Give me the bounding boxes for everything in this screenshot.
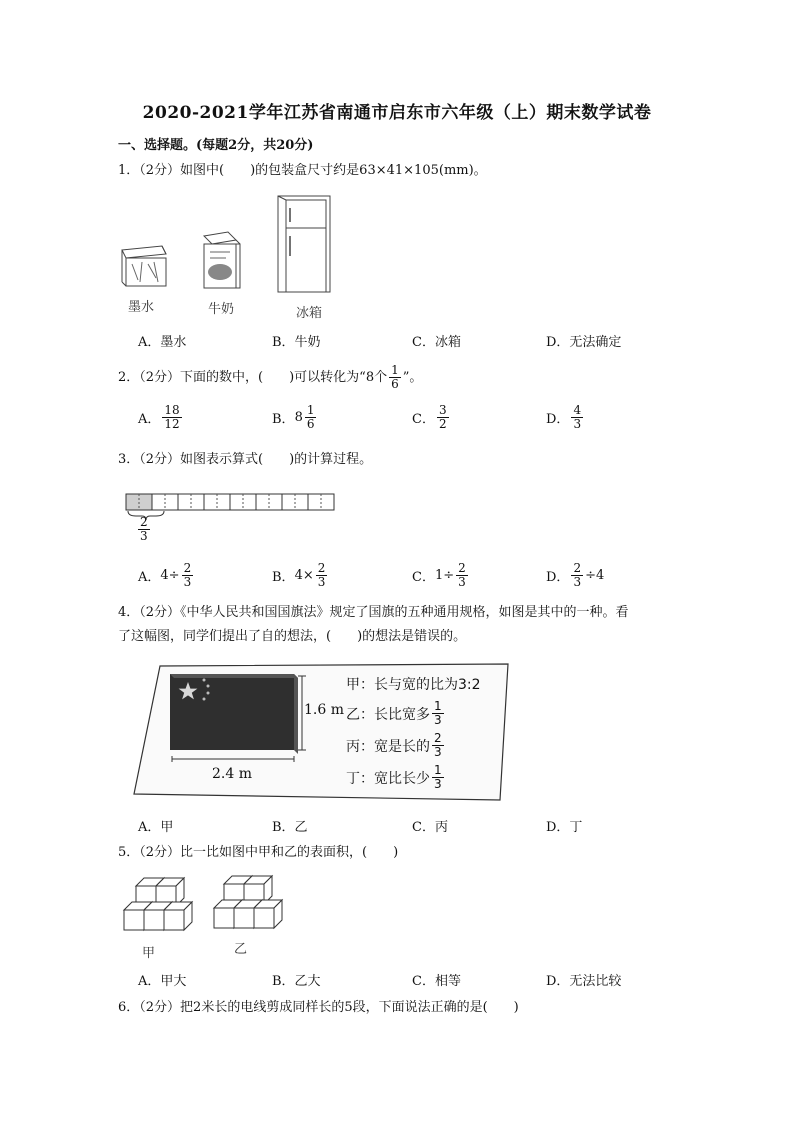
q2-b-den: 6 (306, 417, 315, 431)
q4-statement-1-text: 甲：长与宽的比为3:2 (346, 677, 481, 693)
q2-stem-pre: 2．（2分）下面的数中，( )可以转化为“8个 (118, 369, 388, 385)
q4-stem-line2: 了这幅图，同学们提出了自的想法，( )的想法是错误的。 (118, 629, 467, 644)
q1-option-a[interactable]: A．墨水 (138, 335, 187, 350)
q2-option-b-frac (305, 404, 317, 431)
q2-a-den: 12 (164, 417, 180, 431)
page-title: 2020-2021学年江苏省南通市启东市六年级（上）期末数学试卷 (142, 103, 652, 123)
q4-statement-4-text: 丁：宽比长少 (346, 770, 430, 787)
q3-bar-fraction (136, 516, 152, 543)
q2-option-c-label: C． (412, 412, 435, 427)
q2-option-b-label: B． (272, 412, 295, 427)
q3-c-label: C． (412, 570, 435, 585)
q2-d-den: 3 (573, 417, 582, 431)
q4-width-label: 2.4 m (212, 766, 252, 782)
fridge-illustration (278, 196, 330, 292)
q3-bar-num: 2 (140, 515, 148, 529)
q4-s3-den: 3 (434, 745, 442, 759)
q3-d-num: 2 (573, 561, 582, 575)
q2-option-c[interactable] (412, 404, 451, 431)
q3-d-label: D． (546, 570, 570, 585)
q3-a-num: 2 (183, 561, 192, 575)
q2-stem (118, 364, 422, 391)
q4-option-b[interactable]: B．乙 (272, 820, 308, 835)
q2-option-b-whole: 8 (294, 410, 303, 425)
q2-option-d-frac (571, 404, 583, 431)
q2-stem-fraction (389, 364, 401, 391)
q2-option-d-label: D． (546, 412, 570, 427)
q5-option-d[interactable]: D．无法比较 (546, 974, 622, 989)
q2-stem-post: ”。 (402, 369, 423, 385)
q5-option-c[interactable]: C．相等 (412, 974, 461, 989)
q2-stem-num: 1 (391, 363, 399, 377)
q3-a-label: A． (138, 570, 161, 585)
q3-option-d[interactable] (546, 562, 604, 589)
q3-d-den: 3 (573, 575, 582, 589)
q6-stem: 6．（2分）把2米长的电线剪成同样长的5段，下面说法正确的是( ) (118, 1000, 519, 1015)
q5-stem: 5．（2分）比一比如图中甲和乙的表面积，( ) (118, 845, 399, 860)
q4-statement-2 (346, 700, 446, 727)
q1-caption-fridge: 冰箱 (296, 306, 323, 321)
q3-option-b[interactable] (272, 562, 329, 589)
q3-a-den: 3 (183, 575, 192, 589)
shape-jia (124, 878, 192, 930)
q5-cube-figure (120, 872, 290, 944)
q3-c-pre: 1÷ (434, 568, 455, 583)
q2-stem-den: 6 (391, 377, 399, 391)
q4-s4-num: 1 (434, 763, 442, 777)
q5-option-b[interactable]: B．乙大 (272, 974, 321, 989)
q4-s4-den: 3 (434, 777, 442, 791)
q4-s2-num: 1 (434, 699, 442, 713)
q1-caption-milk: 牛奶 (208, 302, 235, 317)
q4-stem-line1: 4．（2分）《中华人民共和国国旗法》规定了国旗的五种通用规格，如图是其中的一种。看 (118, 605, 629, 620)
q1-stem: 1．（2分）如图中( )的包装盒尺寸约是63×41×105(mm)。 (118, 163, 487, 178)
q3-option-c[interactable] (412, 562, 470, 589)
q4-option-d[interactable]: D．丁 (546, 820, 583, 835)
q3-b-den: 3 (317, 575, 326, 589)
q2-option-d[interactable] (546, 404, 585, 431)
milk-box-illustration (204, 232, 240, 288)
q5-caption-jia: 甲 (142, 946, 156, 961)
q4-s3-num: 2 (434, 731, 442, 745)
q4-statement-1 (346, 674, 481, 694)
q2-c-den: 2 (438, 417, 447, 431)
q2-d-num: 4 (573, 403, 582, 417)
shape-yi (214, 876, 282, 928)
q2-option-a-frac (162, 404, 181, 431)
q2-b-num: 1 (306, 403, 315, 417)
q4-height-label: 1.6 m (304, 702, 344, 718)
q3-d-post: ÷4 (585, 568, 605, 583)
q2-c-num: 3 (438, 403, 447, 417)
q4-option-c[interactable]: C．丙 (412, 820, 448, 835)
q2-option-b[interactable] (272, 404, 318, 431)
q4-statement-3 (346, 732, 446, 759)
ink-box-illustration (122, 246, 166, 286)
q2-option-a-label: A． (138, 412, 161, 427)
q3-b-num: 2 (317, 561, 326, 575)
q1-option-d[interactable]: D．无法确定 (546, 335, 622, 350)
q3-c-num: 2 (458, 561, 466, 575)
q3-a-pre: 4÷ (160, 568, 180, 583)
q1-option-b[interactable]: B．牛奶 (272, 335, 321, 350)
q3-bar-den: 3 (140, 529, 148, 543)
q3-option-a[interactable] (138, 562, 195, 589)
q4-option-a[interactable]: A．甲 (138, 820, 174, 835)
q4-statement-3-text: 丙：宽是长的 (346, 738, 430, 755)
q4-statement-4 (346, 764, 446, 791)
section-heading: 一、选择题。(每题2分，共20分) (118, 138, 314, 153)
q4-s2-den: 3 (434, 713, 442, 727)
q5-option-a[interactable]: A．甲大 (138, 974, 187, 989)
q4-statement-2-text: 乙：长比宽多 (346, 706, 430, 723)
q3-b-pre: 4× (294, 568, 314, 583)
q1-option-c[interactable]: C．冰箱 (412, 335, 461, 350)
q5-caption-yi: 乙 (234, 942, 248, 957)
q3-stem: 3．（2分）如图表示算式( )的计算过程。 (118, 452, 373, 467)
q1-caption-ink: 墨水 (128, 300, 155, 315)
q3-b-label: B． (272, 570, 295, 585)
q2-option-a[interactable] (138, 404, 184, 431)
q2-option-c-frac (437, 404, 449, 431)
q3-c-den: 3 (458, 575, 466, 589)
q2-a-num: 18 (164, 403, 180, 417)
